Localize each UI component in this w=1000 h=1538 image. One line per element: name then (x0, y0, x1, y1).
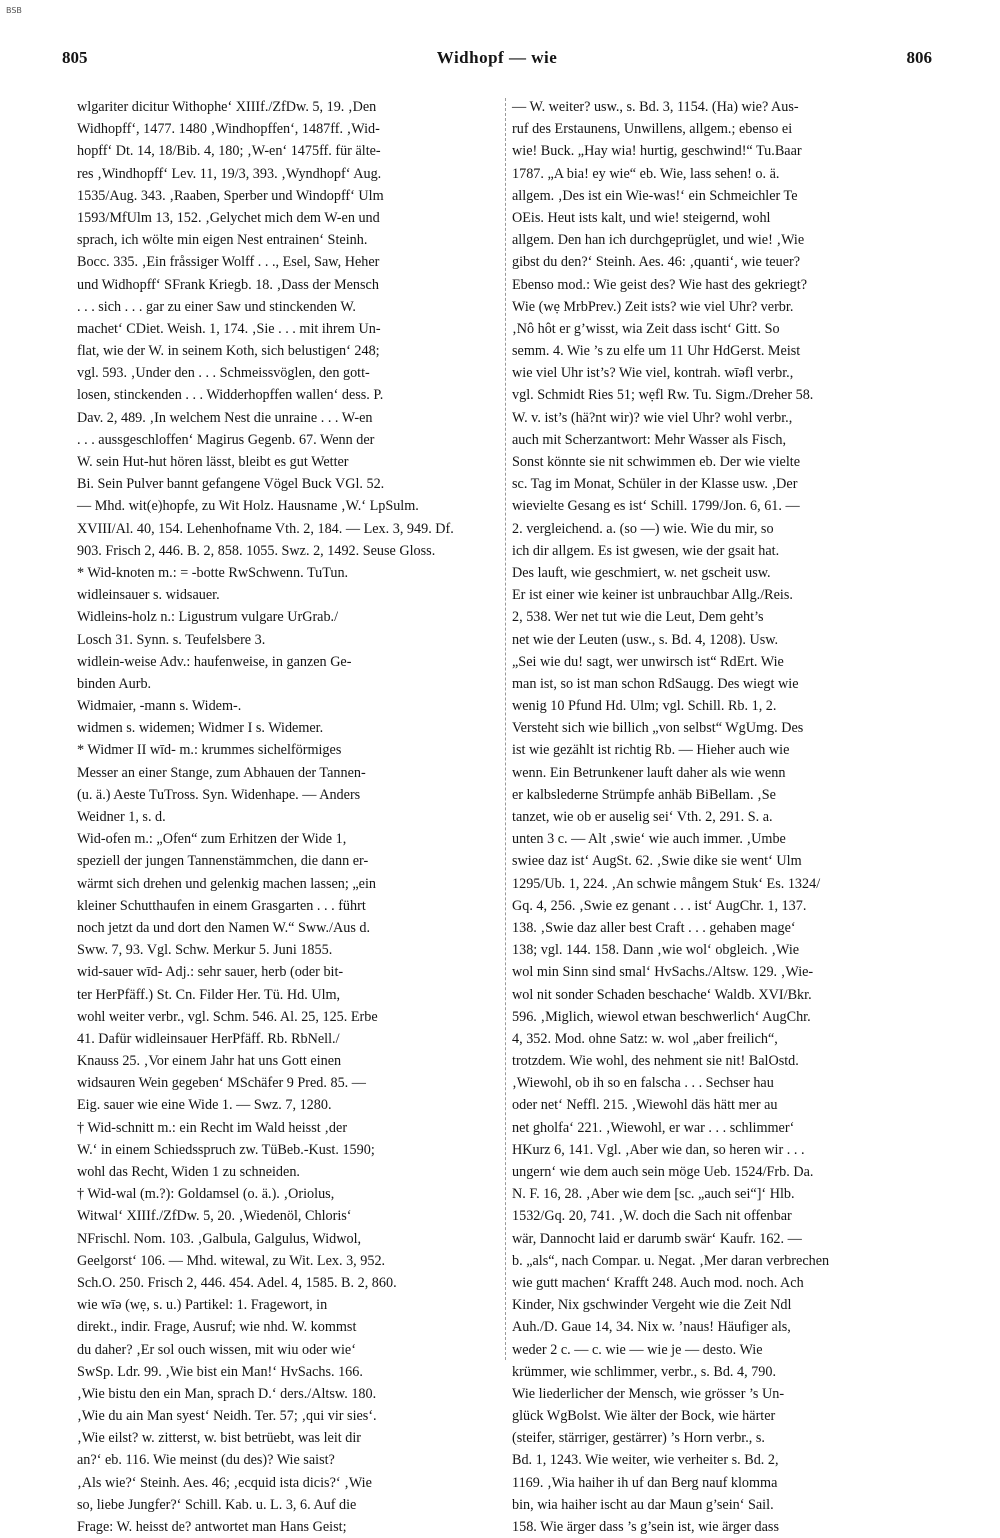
text-line: swiee daz ist‘ AugSt. 62. ‚Swie dike sie went‘ Ulm (512, 853, 802, 870)
text-line: Sch.O. 250. Frisch 2, 446. 454. Adel. 4, 1585. B. 2, 860. (77, 1274, 397, 1291)
text-line: 138; vgl. 144. 158. Dann ‚wie wol‘ obgleich. ‚Wie (512, 942, 800, 959)
text-line: wenig 10 Pfund Hd. Ulm; vgl. Schill. Rb. 1, 2. (512, 698, 777, 715)
text-line: man ist, so ist man schon RdSaugg. Des wiegt wie (512, 675, 799, 692)
text-line: ter HerPfäff.) St. Cn. Filder Her. Tü. Hd. Ulm, (77, 986, 341, 1003)
text-line: . . . sich . . . gar zu einer Saw und stinckenden W. (77, 298, 356, 315)
text-line: Des lauft, wie geschmiert, w. net gscheit usw. (512, 564, 771, 581)
text-line: W. sein Hut-hut hören lässt, bleibt es gut Wetter (77, 454, 349, 470)
text-line: tanzet, wie ob er auselig sei‘ Vth. 2, 291. S. a. (512, 809, 773, 825)
text-line: * Widmer II wīd- m.: krummes sichelförmiges (77, 742, 342, 759)
text-line: OEis. Heut ists kalt, und wie! steigernd, wohl (512, 209, 771, 226)
text-line: 2, 538. Wer net tut wie die Leut, Dem geht’s (512, 609, 764, 626)
text-line: widlein-weise Adv.: haufenweise, in ganzen Ge- (77, 653, 352, 670)
text-line: Wie liederlicher der Mensch, wie grösser ’s Un- (512, 1385, 785, 1402)
text-line: ungern‘ wie dem auch sein möge Ueb. 1524/Frb. Da. (512, 1164, 814, 1180)
right-text-column (512, 96, 936, 1535)
text-line: 1169. ‚Wia haiher ih uf dan Berg nauf klomma (512, 1474, 778, 1491)
text-line: — Mhd. wit(e)hopfe, zu Wit Holz. Hausname ‚W.‘ LpSulm. (77, 498, 419, 515)
text-line: 1593/MfUlm 13, 152. ‚Gelychet mich dem W-en und (77, 209, 380, 226)
text-line: Sww. 7, 93. Vgl. Schw. Merkur 5. Juni 1855. (77, 942, 333, 959)
text-line: vgl. 593. ‚Under den . . . Schmeissvöglen, den gott- (77, 365, 370, 382)
text-line: widmen s. widemen; Widmer I s. Widemer. (77, 720, 324, 737)
text-line: Losch 31. Synn. s. Teufelsbere 3. (77, 631, 266, 648)
library-stamp: BSB (6, 6, 22, 15)
text-line: losen, stinckenden . . . Widderhopffen wallen‘ dess. P. (77, 387, 384, 404)
text-line: gibst du den?‘ Steinh. Aes. 46: ‚quanti‘, wie teuer? (512, 254, 801, 271)
text-line: XVIII/Al. 40, 154. Lehenhofname Vth. 2, 184. — Lex. 3, 949. Df. (77, 520, 454, 537)
text-line: 41. Dafür widleinsauer HerPfäff. Rb. RbNell./ (77, 1030, 340, 1047)
text-line: 158. Wie ärger dass ’s g’sein ist, wie ärger dass (512, 1519, 779, 1535)
text-line: trotzdem. Wie wohl, des nehment sie nit! BalOstd. (512, 1053, 799, 1070)
text-line: wievielte Gesang es ist‘ Schill. 1799/Jon. 6, 61. — (512, 498, 800, 515)
text-line: er kalbslederne Strümpfe anhäb BiBellam. ‚Se (512, 786, 776, 803)
text-line: Frage: W. heisst de? antwortet man Hans Geist; (77, 1519, 347, 1535)
text-line: Eig. sauer wie eine Wide 1. — Swz. 7, 1280. (77, 1097, 332, 1114)
text-line: bin, wia haiher ischt au dar Maun g’sein‘ Sail. (512, 1496, 774, 1513)
text-line: 1787. „A bia! ey wie“ eb. Wie, lass sehen! o. ä. (512, 165, 780, 182)
text-line: wie! Buck. „Hay wia! hurtig, geschwind!“ Tu.Baar (512, 143, 802, 160)
text-line: Bocc. 335. ‚Ein fråssiger Wolff . . ., Esel, Saw, Heher (77, 254, 380, 271)
text-line: wlgariter dicitur Withophe‘ XIIIf./ZfDw. 5, 19. ‚Den (77, 99, 377, 115)
text-line: Auh./D. Gaue 14, 34. Nix w. ’naus! Häufiger als, (512, 1319, 791, 1336)
text-line: . . . aussgeschloffen‘ Magirus Gegenb. 67. Wenn der (77, 431, 375, 448)
text-line: auch mit Scherzantwort: Mehr Wasser als Fisch, (512, 431, 787, 448)
text-line: so, liebe Jungfer?‘ Schill. Kab. u. L. 3, 6. Auf die (77, 1496, 357, 1513)
page-title: Widhopf — wie (436, 48, 558, 67)
text-line: 1532/Gq. 20, 741. ‚W. doch die Sach nit offenbar (512, 1208, 792, 1225)
text-line: 2. vergleichend. a. (so —) wie. Wie du mir, so (512, 520, 774, 537)
text-line: SwSp. Ldr. 99. ‚Wie bist ein Man!‘ HvSachs. 166. (77, 1363, 363, 1380)
text-line: Wid-ofen m.: „Ofen“ zum Erhitzen der Wide 1, (77, 831, 347, 848)
text-line: unten 3 c. — Alt ‚swie‘ wie auch immer. ‚Umbe (512, 831, 786, 848)
text-line: Versteht sich wie billich „von selbst“ WgUmg. Des (512, 720, 804, 737)
text-line: ist wie gezählt ist richtig Rb. — Hieher auch wie (512, 742, 790, 759)
text-line: widsauren Wein gegeben‘ MSchäfer 9 Pred. 85. — (77, 1075, 366, 1092)
text-line: vgl. Schmidt Ries 51; wẹfl Rw. Tu. Sigm./Dreher 58. (512, 387, 814, 404)
text-line: noch jetzt da und dort den Namen W.“ Sww./Aus d. (77, 919, 371, 936)
text-line: direkt., indir. Frage, Ausruf; wie nhd. W. kommst (77, 1319, 357, 1336)
column-divider (505, 98, 506, 1360)
text-line: ‚Wiewohl, ob ih so en falscha . . . Sechser hau (512, 1075, 774, 1092)
text-line: 1295/Ub. 1, 224. ‚An schwie mångem Stuk‘ Es. 1324/ (512, 875, 821, 892)
text-line: widleinsauer s. widsauer. (77, 587, 220, 604)
text-line: † Wid-schnitt m.: ein Recht im Wald heisst ‚der (77, 1119, 348, 1136)
text-line: NFrischl. Nom. 103. ‚Galbula, Galgulus, Widwol, (77, 1230, 362, 1247)
text-line: net wie der Leuten (usw., s. Bd. 4, 1208). Usw. (512, 631, 779, 648)
page-header (62, 48, 932, 78)
text-line: Witwal‘ XIIIf./ZfDw. 5, 20. ‚Wiedenöl, Chloris‘ (77, 1208, 352, 1225)
text-line: 138. ‚Swie daz aller best Craft . . . gehaben mage‘ (512, 919, 796, 936)
text-line: allgem. ‚Des ist ein Wie-was!‘ ein Schmeichler Te (512, 187, 798, 204)
text-line: wol min Sinn sind smal‘ HvSachs./Altsw. 129. ‚Wie- (512, 964, 814, 981)
text-line: Kinder, Nix gschwinder Vergeht wie die Zeit Ndl (512, 1297, 792, 1314)
text-line: wie wīə (wẹ, s. u.) Partikel: 1. Fragewort, in (77, 1297, 328, 1314)
text-line: 1535/Aug. 343. ‚Raaben, Sperber und Windopff‘ Ulm (77, 187, 384, 204)
text-line: 596. ‚Miglich, wiewol etwan beschwerlich‘ AugChr. (512, 1008, 811, 1025)
text-line: wol nit sonder Schaden beschache‘ Waldb. XVI/Bkr. (512, 986, 812, 1003)
text-line: sprach, ich wölte min eigen Nest entrainen‘ Steinh. (77, 232, 368, 249)
text-line: Weidner 1, s. d. (77, 809, 166, 825)
text-line: kleiner Schutthaufen in einem Grasgarten . . . führt (77, 897, 366, 914)
text-line: oder net‘ Neffl. 215. ‚Wiewohl däs hätt mer au (512, 1097, 778, 1114)
text-line: Widmaier, -mann s. Widem-. (77, 698, 242, 715)
text-line: binden Aurb. (77, 675, 152, 692)
text-line: wärmt sich drehen und gelenkig machen lassen; „ein (77, 875, 377, 892)
text-line: ruf des Erstaunens, Unwillens, allgem.; ebenso ei (512, 121, 793, 138)
left-text-column (77, 96, 500, 1535)
text-line: allgem. Den han ich durchgeprüglet, und wie! ‚Wie (512, 232, 805, 249)
text-line: hopff‘ Dt. 14, 18/Bib. 4, 180; ‚W-en‘ 1475ff. für älte- (77, 143, 381, 160)
text-line: ich dir allgem. Es ist gwesen, wie der gsait hat. (512, 542, 780, 559)
text-line: HKurz 6, 141. Vgl. ‚Aber wie dan, so heren wir . . . (512, 1141, 805, 1158)
text-line: ‚Wie eilst? w. zitterst, w. bist betrüebt, was leit dir (77, 1430, 362, 1447)
text-line: wär, Dannocht laid er darumb swär‘ Kaufr. 162. — (512, 1230, 802, 1247)
text-line: ‚Wie bistu den ein Man, sprach D.‘ ders./Altsw. 180. (77, 1385, 377, 1402)
text-line: wid-sauer wīd- Adj.: sehr sauer, herb (oder bit- (77, 964, 344, 981)
text-line: an?‘ eb. 116. Wie meinst (du des)? Wie saist? (77, 1452, 335, 1469)
text-line: glück WgBolst. Wie älter der Bock, wie härter (512, 1408, 776, 1425)
left-page-number: 805 (62, 48, 88, 67)
text-line: Bi. Sein Pulver bannt gefangene Vögel Buck VGl. 52. (77, 476, 385, 493)
text-line: ‚Nô hôt er g’wisst, wia Zeit dass ischt‘ Gitt. So (512, 320, 780, 337)
right-page-number: 806 (906, 48, 932, 67)
text-line: res ‚Windhopff‘ Lev. 11, 19/3, 393. ‚Wyndhopf‘ Aug. (77, 165, 382, 182)
text-line: wenn. Ein Betrunkener lauft daher als wie wenn (512, 764, 786, 781)
text-line: machet‘ CDiet. Weish. 1, 174. ‚Sie . . . mit ihrem Un- (77, 320, 381, 337)
text-line: „Sei wie du! sagt, wer unwirsch ist“ RdErt. Wie (512, 653, 784, 670)
text-line: Wie (wẹ MrbPrev.) Zeit ists? wie viel Uhr? verbr. (512, 298, 794, 315)
text-line: wie viel Uhr ist’s? Wie viel, kontrah. wīəfl verbr., (512, 365, 794, 382)
text-line: W.‘ in einem Schiedsspruch zw. TüBeb.-Kust. 1590; (77, 1141, 375, 1158)
text-line: krümmer, wie schlimmer, verbr., s. Bd. 4, 790. (512, 1363, 777, 1380)
text-line: Sonst könnte sie nit schwimmen eb. Der wie vielte (512, 454, 801, 470)
text-line: Er ist einer wie keiner ist unbrauchbar Allg./Reis. (512, 587, 793, 604)
text-line: * Wid-knoten m.: = -botte RwSchwenn. TuTun. (77, 564, 349, 581)
text-line: Widhopff‘, 1477. 1480 ‚Windhopffen‘, 1487ff. ‚Wid- (77, 121, 380, 138)
text-line: weder 2 c. — c. wie — wie je — desto. Wie (512, 1341, 763, 1358)
text-line: (steifer, stärriger, gestärrer) ’s Horn verbr., s. (512, 1430, 765, 1447)
text-line: sc. Tag im Monat, Schüler in der Klasse usw. ‚Der (512, 476, 798, 493)
text-line: W. v. ist’s (hä?nt wir)? wie viel Uhr? wohl verbr., (512, 409, 793, 426)
text-line: † Wid-wal (m.?): Goldamsel (o. ä.). ‚Oriolus, (77, 1186, 335, 1203)
text-line: 4, 352. Mod. ohne Satz: w. wol „aber freilich“, (512, 1030, 778, 1047)
text-line: b. „als“, nach Compar. u. Negat. ‚Mer daran verbrechen (512, 1252, 830, 1269)
text-line: Ebenso mod.: Wie geist des? Wie hast des gekriegt? (512, 276, 808, 293)
text-line: Dav. 2, 489. ‚In welchem Nest die unraine . . . W-en (77, 409, 373, 426)
text-line: Bd. 1, 1243. Wie weiter, wie verheiter s. Bd. 2, (512, 1452, 779, 1469)
text-line: net gholfa‘ 221. ‚Wiewohl, er war . . . schlimmer‘ (512, 1119, 795, 1136)
text-line: Messer an einer Stange, zum Abhauen der Tannen- (77, 764, 366, 781)
text-line: flat, wie der W. in seinem Koth, sich belustigen‘ 248; (77, 343, 380, 360)
text-line: Geelgorst‘ 106. — Mhd. witewal, zu Wit. Lex. 3, 952. (77, 1252, 386, 1269)
text-line: wie gutt machen‘ Krafft 248. Auch mod. noch. Ach (512, 1274, 804, 1291)
text-line: semm. 4. Wie ’s zu elfe um 11 Uhr HdGerst. Meist (512, 343, 801, 360)
text-line: — W. weiter? usw., s. Bd. 3, 1154. (Ha) wie? Aus- (512, 99, 799, 115)
text-line: und Widhopff‘ SFrank Kriegb. 18. ‚Dass der Mensch (77, 276, 379, 293)
text-line: ‚Als wie?‘ Steinh. Aes. 46; ‚ecquid ista dicis?‘ ‚Wie (77, 1474, 372, 1491)
text-line: wohl weiter verbr., vgl. Schm. 546. Al. 25, 125. Erbe (77, 1008, 378, 1025)
text-line: wohl das Recht, Widen 1 zu schneiden. (77, 1164, 300, 1180)
text-line: speziell der jungen Tannenstämmchen, die dann er- (77, 853, 369, 870)
text-line: N. F. 16, 28. ‚Aber wie dem [sc. „auch sei“]‘ Hlb. (512, 1186, 795, 1203)
text-line: ‚Wie du ain Man syest‘ Neidh. Ter. 57; ‚qui vir sies‘. (77, 1408, 377, 1425)
text-line: 903. Frisch 2, 446. B. 2, 858. 1055. Swz. 2, 1492. Seuse Gloss. (77, 542, 436, 559)
text-line: (u. ä.) Aeste TuTross. Syn. Widenhape. — Anders (77, 786, 361, 803)
text-line: Knauss 25. ‚Vor einem Jahr hat uns Gott einen (77, 1053, 342, 1070)
text-line: Gq. 4, 256. ‚Swie ez genant . . . ist‘ AugChr. 1, 137. (512, 897, 807, 914)
text-line: du daher? ‚Er sol ouch wissen, mit wiu oder wie‘ (77, 1341, 356, 1358)
text-line: Widleins-holz n.: Ligustrum vulgare UrGrab./ (77, 609, 339, 626)
